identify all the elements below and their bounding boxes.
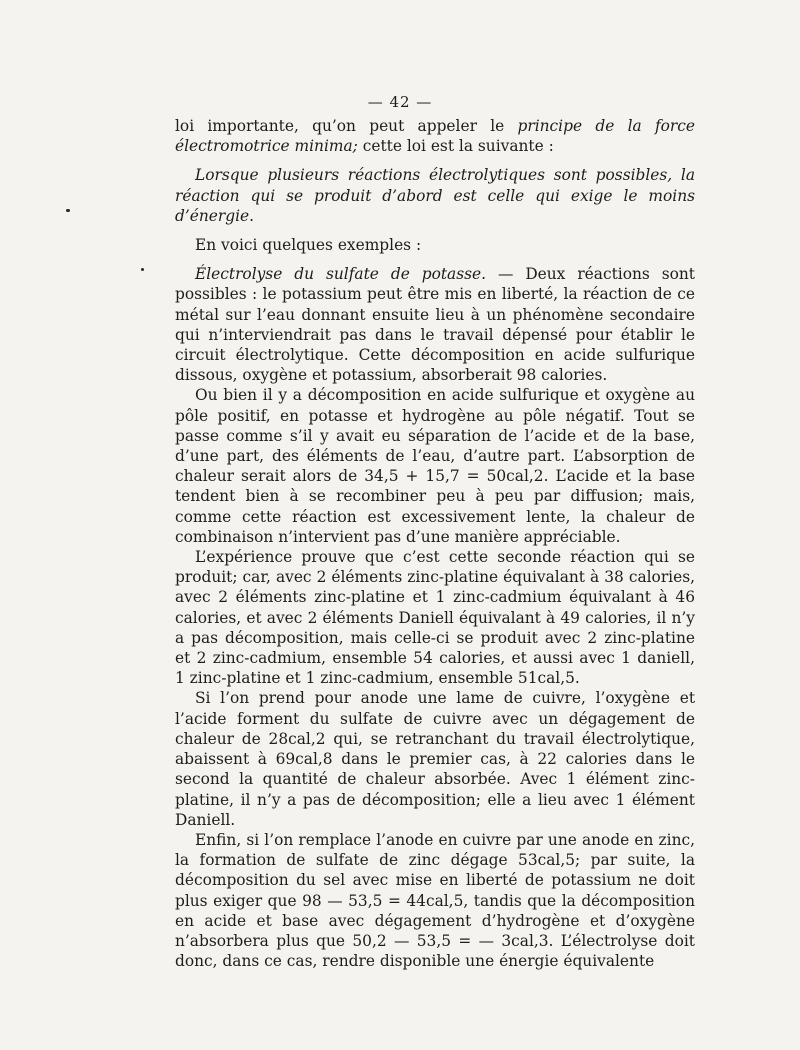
- examples-intro: En voici quelques exemples :: [195, 236, 422, 255]
- paragraph-electrolysis: [175, 264, 695, 385]
- paragraph-zinc-anode: Enfin, si l’on remplace l’anode en cuivre par une anode en zinc, la formation de sulfate de zinc dégage 53cal,5; par suite, la décomposition du sel avec mise en liberté de potassium ne doit plus exiger que 98 — 53,5 = 44cal,5, tandis que la décomposition en acide et base avec dégagement d’hydrogène et d’oxygène n’absorbera plus que 50,2 — 53,5 = — 3cal,3. L’électrolyse doit donc, dans ce cas, rendre disponible une énergie équivalente: [175, 830, 695, 971]
- ink-speck: [141, 268, 144, 271]
- intro-text: loi importante, qu’on peut appeler le: [175, 117, 518, 135]
- law-statement: Lorsque plusieurs réactions électrolytiques sont possibles, la réaction qui se produit d’abord est celle qui exige le moins d’énergie.: [175, 166, 695, 225]
- paragraph-copper-anode: Si l’on prend pour anode une lame de cuivre, l’oxygène et l’acide forment du sulfate de cuivre avec un dégagement de chaleur de 28cal,2 qui, se retranchant du travail électrolytique, abaissent à 69cal,8 dans le premier cas, à 22 calories dans le second la quantité de chaleur absorbée. Avec 1 élément zinc-platine, il n’y a pas de décomposition; elle a lieu avec 1 élément Daniell.: [175, 689, 695, 829]
- page-number: — 42 —: [367, 93, 433, 111]
- electrolysis-text: — Deux réactions sont possibles : le potassium peut être mis en liberté, la réaction de ce métal sur l’eau donnant ensuite lieu à un phénomène secondaire qui n’interviendrait pas dans le travail dépensé pour établir le circuit électrolytique. Cette décomposition en acide sulfurique dissous, oxygène et potassium, absorberait 98 calories.: [175, 265, 695, 385]
- paragraph-experience: L’expérience prouve que c’est cette seconde réaction qui se produit; car, avec 2 éléments zinc-platine équivalant à 38 calories, avec 2 éléments zinc-platine et 1 zinc-cadmium équivalant à 46 calories, et avec 2 éléments Daniell équivalant à 49 calories, il n’y a pas décomposition, mais celle-ci se produit avec 2 zinc-platine et 2 zinc-cadmium, ensemble 54 calories, et aussi avec 1 daniell, 1 zinc-platine et 1 zinc-cadmium, ensemble 51cal,5.: [175, 548, 695, 688]
- intro-text-end: cette loi est la suivante :: [357, 137, 554, 156]
- paragraph-alternative: Ou bien il y a décomposition en acide sulfurique et oxygène au pôle positif, en potasse et hydrogène au pôle négatif. Tout se passe comme s’il y avait eu séparation de l’acide et de la base, d’une part, des éléments de l’eau, d’autre part. L’absorption de chaleur serait alors de 34,5 + 15,7 = 50cal,2. L’acide et la base tendent bien à se recombiner peu à peu par diffusion; mais, comme cette réaction est excessivement lente, la chaleur de combinaison n’intervient pas d’une manière appréciable.: [175, 386, 695, 546]
- body-text: [175, 116, 695, 971]
- ink-speck: [66, 209, 70, 212]
- principle-name: principe de la force électromotrice minima;: [175, 117, 695, 156]
- paragraph-intro: [175, 116, 695, 156]
- section-title: Électrolyse du sulfate de potasse.: [195, 265, 487, 284]
